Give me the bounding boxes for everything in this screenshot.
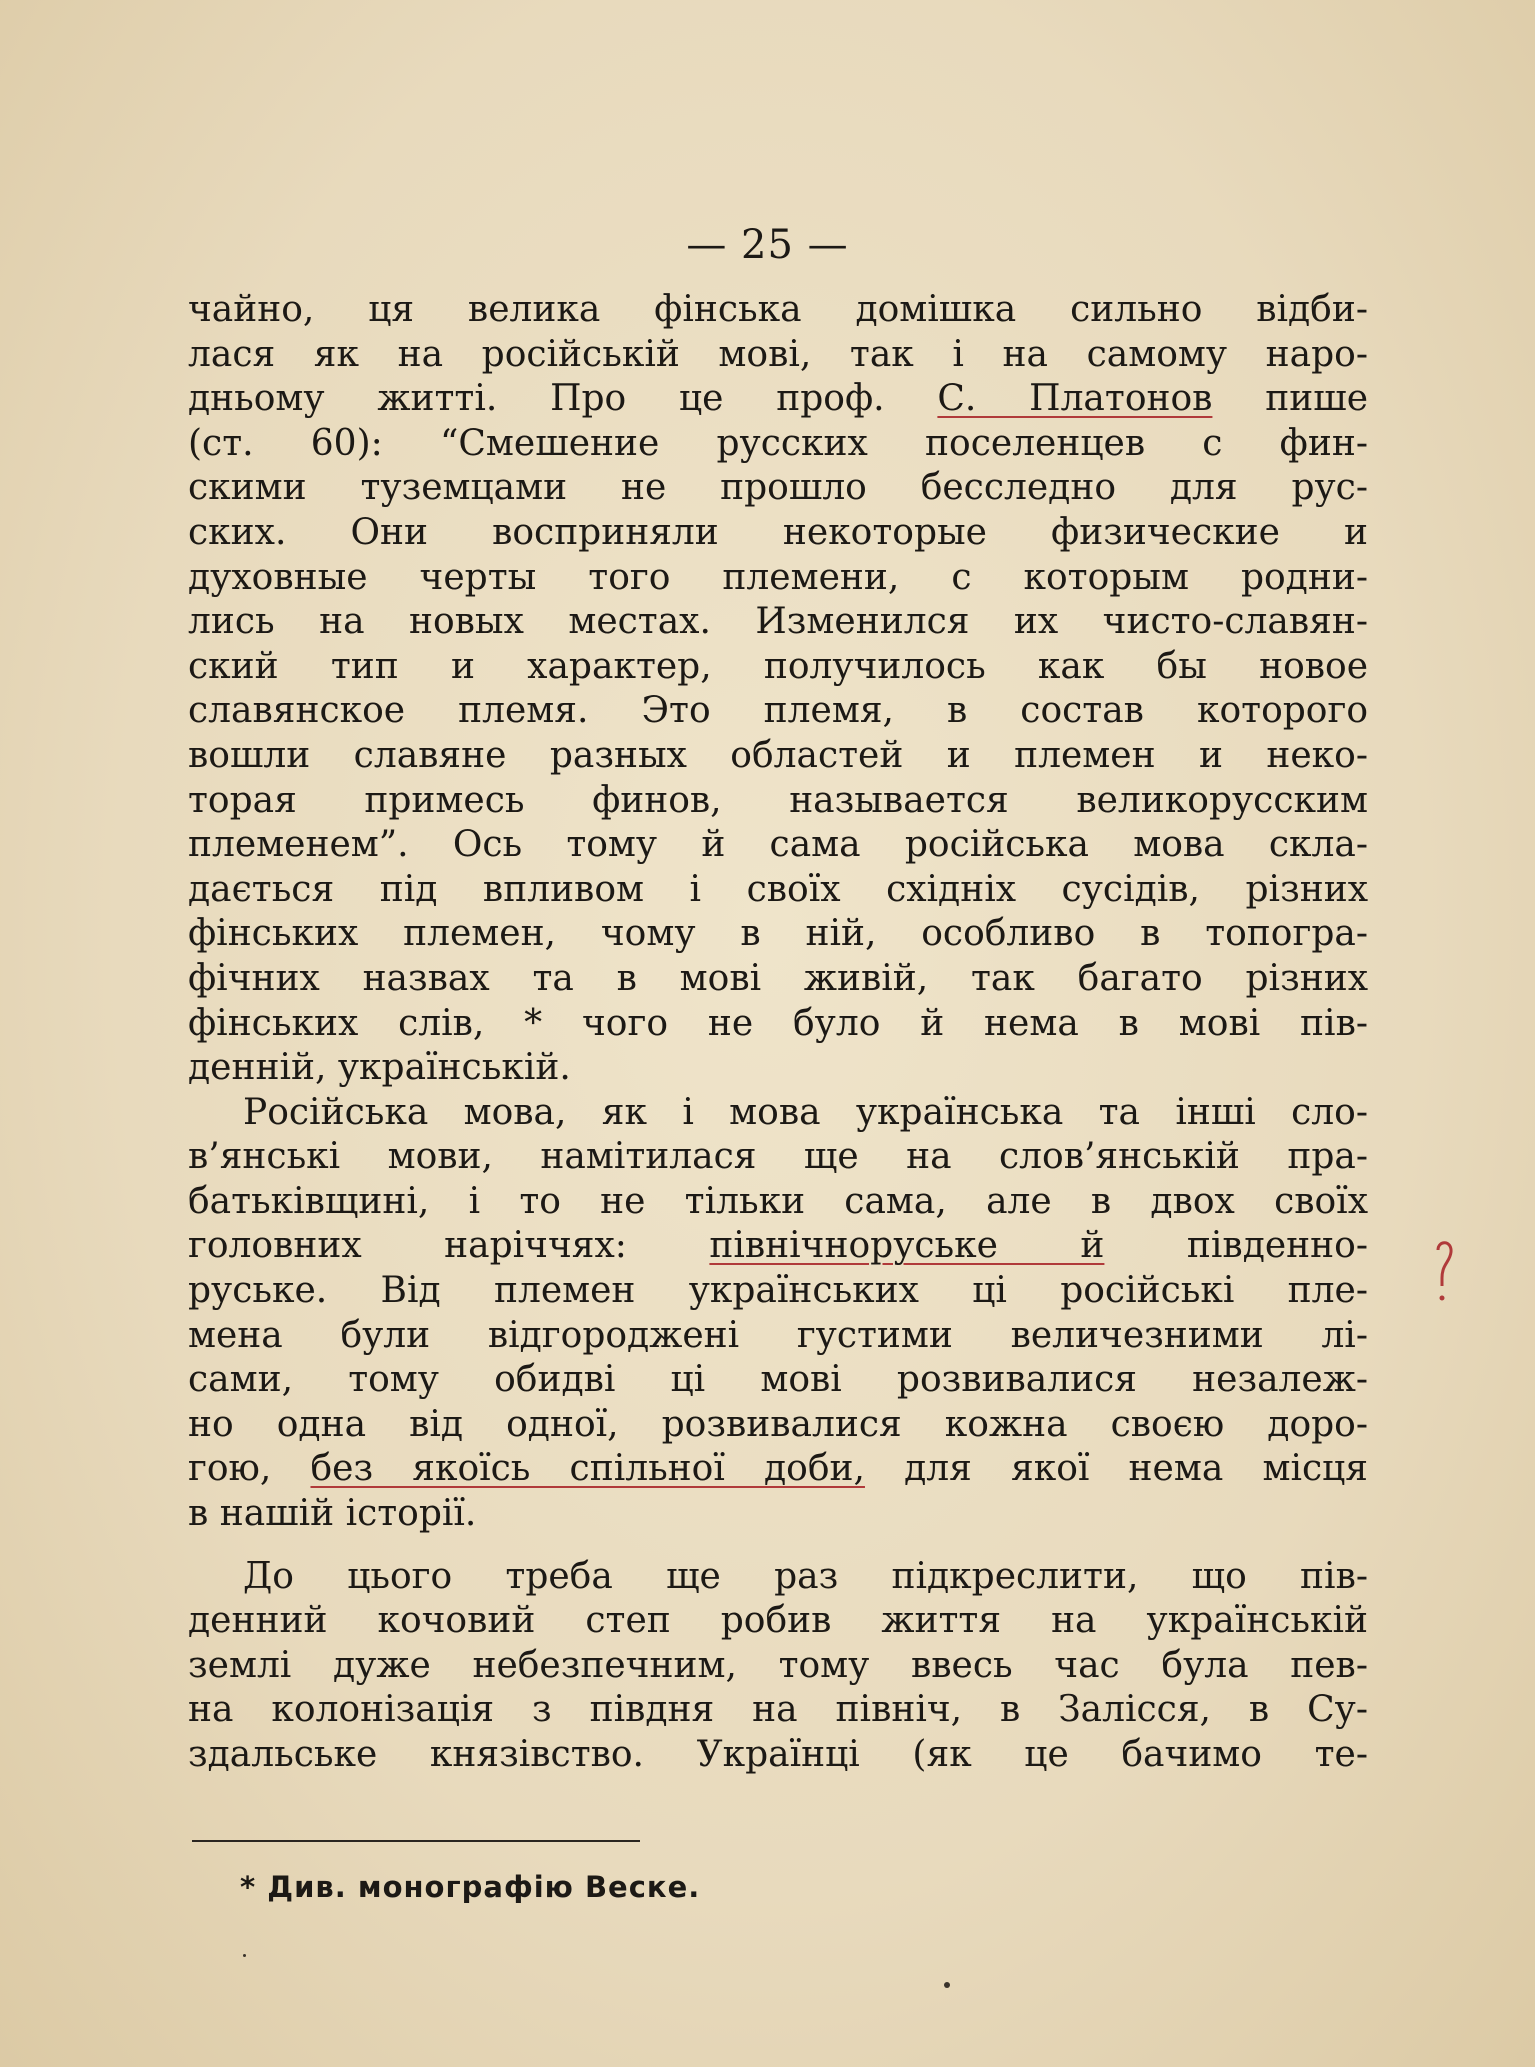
text-line: сами, тому обидві ці мові розвивалися незалеж-: [188, 1359, 1368, 1401]
underlined-text: без якоїсь спільної доби,: [310, 1448, 865, 1490]
text-segment: дньому житті. Про це проф.: [188, 378, 885, 420]
text-line: [188, 377, 1368, 422]
text-line: на колонізація з півдня на північ, в Залісся, в Су-: [188, 1689, 1368, 1731]
text-line: торая примесь финов, называется великорусским: [188, 779, 1368, 821]
text-line: фічних назвах та в мові живій, так багато різних: [188, 957, 1368, 999]
text-line: [188, 1224, 1368, 1269]
text-line: фінських слів, * чого не було й нема в мові пів-: [188, 1002, 1368, 1044]
text-line: скими туземцами не прошло бесследно для рус-: [188, 467, 1368, 509]
text-line: батьківщині, і то не тільки сама, але в двох своїх: [188, 1180, 1368, 1222]
text-line: племенем”. Ось тому й сама російська мова скла-: [188, 824, 1368, 866]
text-segment: для якої нема місця: [904, 1448, 1369, 1490]
question-mark-annotation-icon: [1432, 1238, 1456, 1308]
text-line: землі дуже небезпечним, тому ввесь час була пев-: [188, 1644, 1368, 1686]
text-line: дається під впливом і своїх східніх сусідів, різних: [188, 868, 1368, 910]
underlined-text: С. Платонов: [937, 378, 1213, 420]
text-line: ских. Они восприняли некоторые физические и: [188, 511, 1368, 553]
text-line: славянское племя. Это племя, в состав которого: [188, 690, 1368, 732]
text-line: ский тип и характер, получилось как бы новое: [188, 645, 1368, 687]
text-segment: головних наріччях:: [188, 1225, 627, 1267]
text-line: лася як на російській мові, так і на самому наро-: [188, 333, 1368, 375]
underlined-text: північноруське й: [709, 1225, 1105, 1267]
text-segment: пише: [1265, 378, 1368, 420]
footnote: * Див. монографію Веске.: [240, 1870, 701, 1904]
text-line: в’янські мови, намітилася ще на слов’янській пра-: [188, 1136, 1368, 1178]
footnote-divider: [192, 1840, 640, 1842]
text-line: вошли славяне разных областей и племен и неко-: [188, 734, 1368, 776]
text-line: фінських племен, чому в ній, особливо в топогра-: [188, 913, 1368, 955]
paragraph-start: До цього треба ще раз підкреслити, що пів-: [243, 1555, 1368, 1597]
paper-speck: [243, 1954, 246, 1957]
text-line: духовные черты того племени, с которым родни-: [188, 556, 1368, 598]
page-number: — 25 —: [686, 222, 849, 268]
paper-speck: [944, 1982, 950, 1988]
text-line: здальське князівство. Українці (як це бачимо те-: [188, 1734, 1368, 1775]
body-text: [188, 288, 1368, 1778]
paragraph-start: Російська мова, як і мова українська та інші сло-: [243, 1091, 1368, 1133]
text-line: денній, українській.: [188, 1047, 571, 1089]
text-segment: гою,: [188, 1448, 272, 1490]
text-line: руське. Від племен українських ці російські пле-: [188, 1270, 1368, 1312]
text-line: (ст. 60): “Смешение русских поселенцев с фин-: [188, 422, 1368, 464]
text-line: денний кочовий степ робив життя на українській: [188, 1600, 1368, 1642]
text-line: но одна від одної, розвивалися кожна своєю доро-: [188, 1403, 1368, 1445]
text-line: лись на новых местах. Изменился их чисто-славян-: [188, 601, 1368, 643]
text-line: чайно, ця велика фінська домішка сильно відби-: [188, 289, 1368, 330]
paragraph-gap: [188, 1537, 1368, 1555]
text-line: [188, 1447, 1368, 1492]
text-segment: південно-: [1186, 1225, 1368, 1267]
text-line: в нашій історії.: [188, 1493, 477, 1535]
text-line: мена були відгороджені густими величезними лі-: [188, 1314, 1368, 1356]
